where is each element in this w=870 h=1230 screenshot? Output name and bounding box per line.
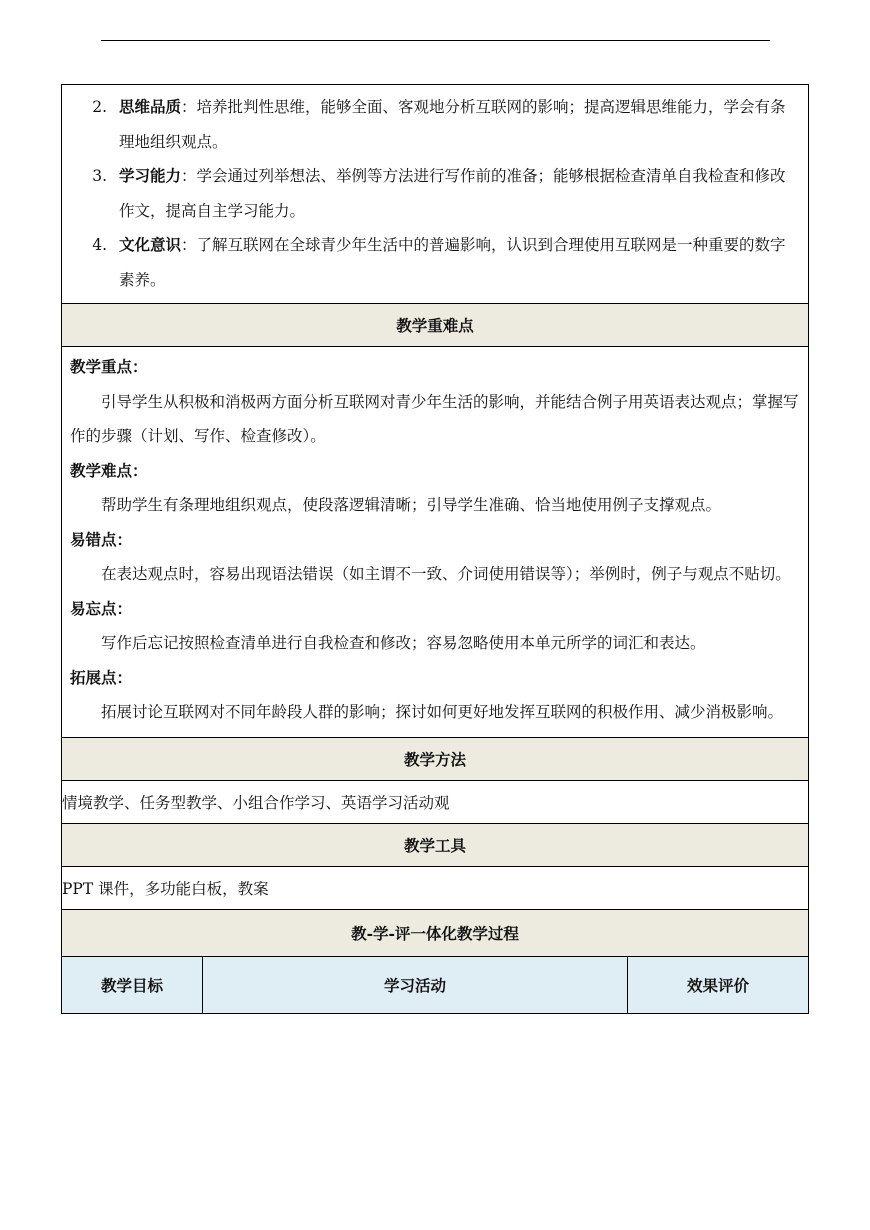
tools-row	[62, 866, 809, 909]
extension-text: 拓展讨论互联网对不同年龄段人群的影响；探讨如何更好地发挥互联网的积极作用、减少消极影响。	[101, 703, 784, 721]
key-point-text: 引导学生从积极和消极两方面分析互联网对青少年生活的影响，并能结合例子用英语表达观点；掌握写作的步骤（计划、写作、检查修改）。	[70, 392, 799, 445]
error-prone-text: 在表达观点时，容易出现语法错误（如主谓不一致、介词使用错误等）；举例时，例子与观点不贴切。	[101, 565, 791, 583]
tools-text: PPT 课件，多功能白板，教案	[62, 866, 809, 909]
process-columns-row	[62, 956, 809, 1013]
objective-text: ：学会通过列举想法、举例等方法进行写作前的准备；能够根据检查清单自我检查和修改作文，提高自主学习能力。	[119, 167, 786, 220]
key-points-row	[62, 347, 809, 738]
objective-number: 2.	[92, 98, 107, 116]
methods-row	[62, 780, 809, 823]
objective-text: ：了解互联网在全球青少年生活中的普遍影响，认识到合理使用互联网是一种重要的数字素养。	[119, 236, 786, 289]
objectives-cell	[62, 85, 809, 304]
objective-item	[70, 159, 800, 228]
key-point-label: 教学重点：	[70, 357, 148, 376]
column-header-activities: 学习活动	[203, 956, 628, 1013]
column-header-objectives: 教学目标	[62, 956, 203, 1013]
objective-label: 文化意识	[119, 235, 182, 254]
objective-label: 思维品质	[119, 97, 182, 116]
difficult-point-label: 教学难点：	[70, 460, 148, 480]
key-points-header-row	[62, 304, 809, 347]
tools-header-row	[62, 823, 809, 866]
objective-number: 3.	[92, 167, 107, 185]
methods-text: 情境教学、任务型教学、小组合作学习、英语学习活动观	[62, 780, 809, 823]
methods-title: 教学方法	[62, 737, 809, 780]
objective-number: 4.	[92, 236, 107, 254]
easy-forget-text: 写作后忘记按照检查清单进行自我检查和修改；容易忽略使用本单元所学的词汇和表达。	[101, 634, 706, 652]
extension-label: 拓展点：	[70, 667, 133, 687]
column-header-evaluation: 效果评价	[628, 956, 809, 1013]
header-rule	[101, 40, 770, 41]
objectives-row	[62, 85, 809, 304]
objective-text: ：培养批判性思维，能够全面、客观地分析互联网的影响；提高逻辑思维能力，学会有条理地组织观点。	[119, 98, 786, 151]
easy-forget-label: 易忘点：	[70, 598, 133, 618]
objective-item	[70, 90, 800, 159]
methods-header-row	[62, 737, 809, 780]
tools-title: 教学工具	[62, 823, 809, 866]
error-prone-label: 易错点：	[70, 529, 133, 549]
lesson-plan-table	[61, 84, 809, 1014]
process-header-row	[62, 909, 809, 956]
process-title: 教-学-评一体化教学过程	[62, 909, 809, 956]
key-points-title: 教学重难点	[62, 304, 809, 347]
difficult-point-text: 帮助学生有条理地组织观点，使段落逻辑清晰；引导学生准确、恰当地使用例子支撑观点。	[101, 496, 722, 514]
objective-item	[70, 228, 800, 297]
objective-label: 学习能力	[119, 166, 182, 185]
key-points-cell	[62, 347, 809, 738]
